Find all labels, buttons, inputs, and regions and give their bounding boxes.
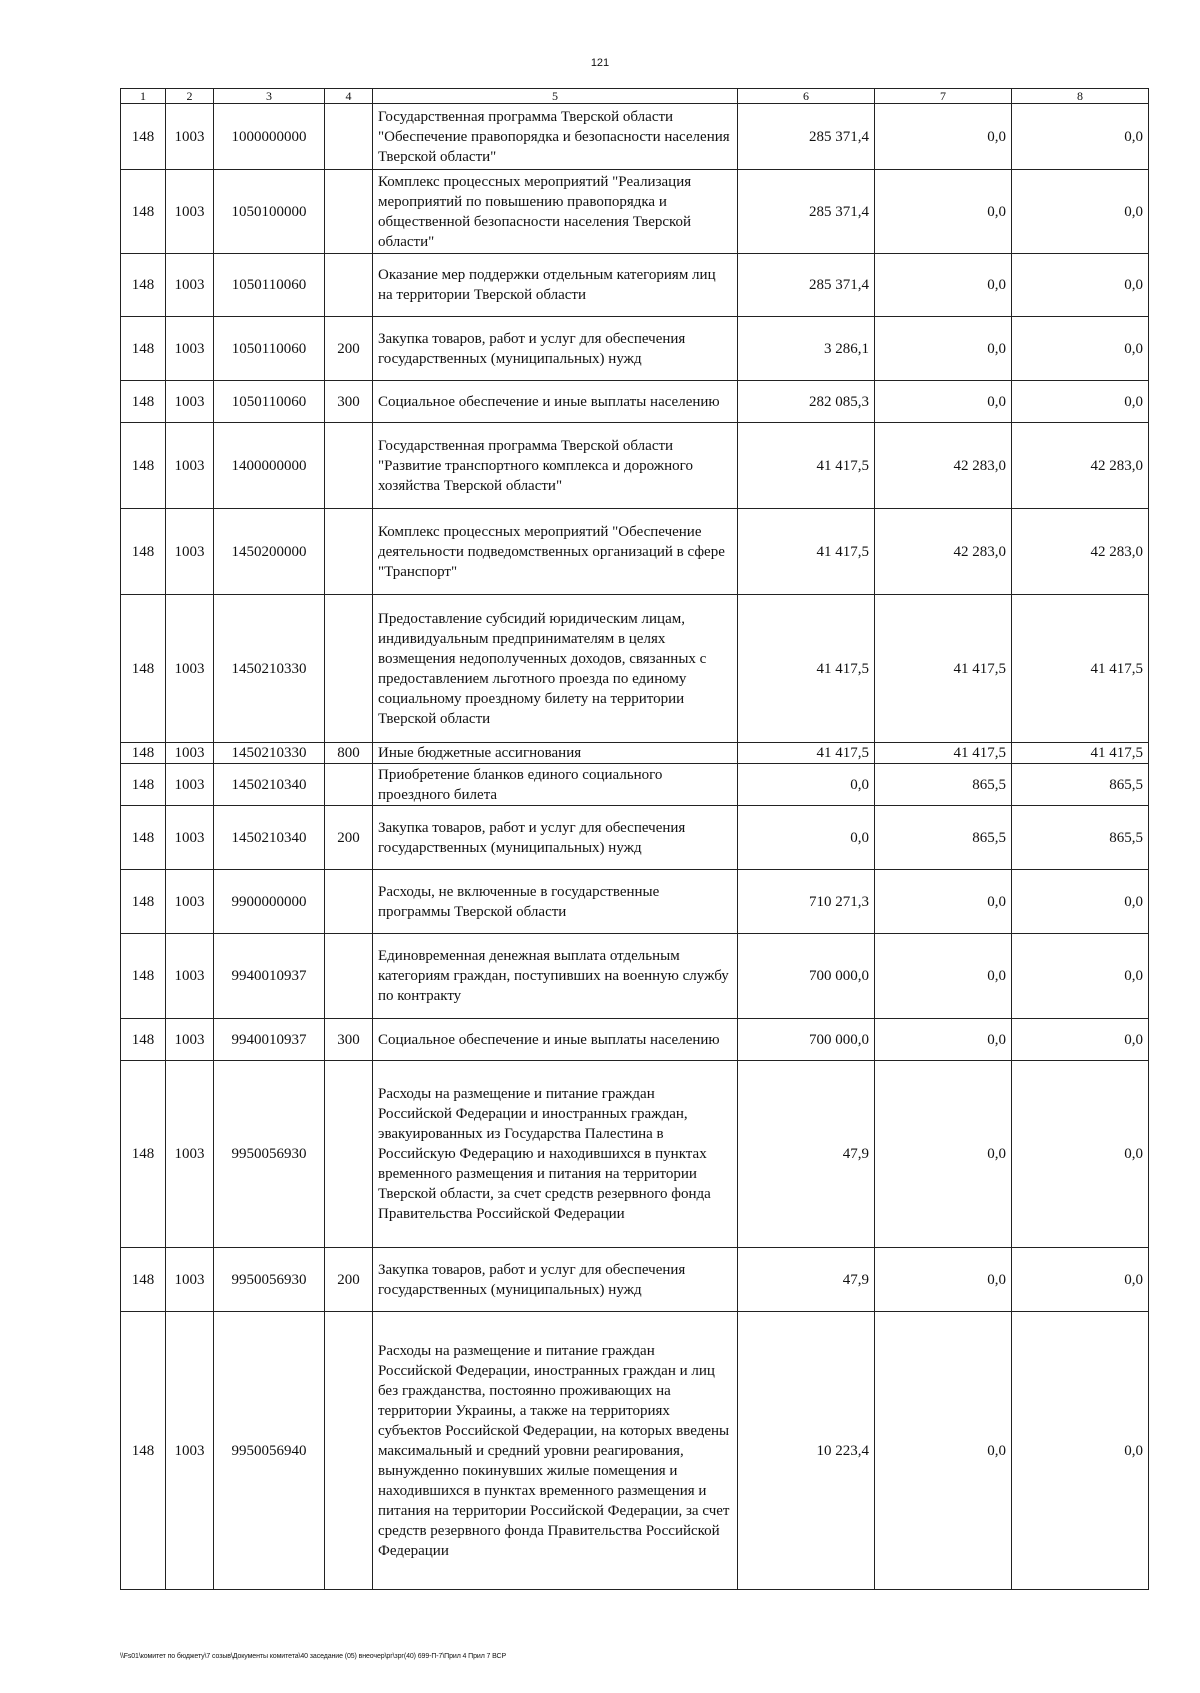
amount-col-7: 0,0 <box>875 1248 1012 1312</box>
section-code: 1003 <box>166 1061 214 1248</box>
amount-col-7: 0,0 <box>875 104 1012 170</box>
expense-type-code: 800 <box>325 743 373 764</box>
target-article-code: 1050110060 <box>214 381 325 423</box>
section-code: 1003 <box>166 381 214 423</box>
section-code: 1003 <box>166 1019 214 1061</box>
section-code: 1003 <box>166 170 214 254</box>
amount-col-8: 0,0 <box>1012 317 1149 381</box>
item-description: Приобретение бланков единого социального проездного билета <box>373 764 738 806</box>
item-description: Государственная программа Тверской области "Обеспечение правопорядка и безопасности населения Тверской области" <box>373 104 738 170</box>
item-description: Расходы, не включенные в государственные программы Тверской области <box>373 870 738 934</box>
table-row <box>121 1019 1149 1061</box>
table-row <box>121 934 1149 1019</box>
section-code: 1003 <box>166 509 214 595</box>
table-row <box>121 104 1149 170</box>
section-code: 1003 <box>166 104 214 170</box>
ministry-code: 148 <box>121 806 166 870</box>
amount-col-7: 0,0 <box>875 934 1012 1019</box>
col-header-1: 1 <box>121 89 166 104</box>
expense-type-code <box>325 595 373 743</box>
col-header-6: 6 <box>738 89 875 104</box>
amount-col-7: 0,0 <box>875 1061 1012 1248</box>
section-code: 1003 <box>166 870 214 934</box>
ministry-code: 148 <box>121 934 166 1019</box>
ministry-code: 148 <box>121 509 166 595</box>
col-header-4: 4 <box>325 89 373 104</box>
amount-col-8: 41 417,5 <box>1012 743 1149 764</box>
expense-type-code <box>325 764 373 806</box>
amount-col-7: 42 283,0 <box>875 423 1012 509</box>
table-row <box>121 423 1149 509</box>
item-description: Предоставление субсидий юридическим лицам, индивидуальным предпринимателям в целях возмещения недополученных доходов, связанных с предоставлением льготного проезда по единому социальному проездному билету на территории Тверской области <box>373 595 738 743</box>
item-description: Закупка товаров, работ и услуг для обеспечения государственных (муниципальных) нужд <box>373 1248 738 1312</box>
expense-type-code: 200 <box>325 806 373 870</box>
ministry-code: 148 <box>121 317 166 381</box>
expense-type-code <box>325 870 373 934</box>
col-header-8: 8 <box>1012 89 1149 104</box>
amount-col-6: 0,0 <box>738 764 875 806</box>
amount-col-6: 41 417,5 <box>738 509 875 595</box>
amount-col-7: 0,0 <box>875 870 1012 934</box>
ministry-code: 148 <box>121 104 166 170</box>
item-description: Комплекс процессных мероприятий "Реализация мероприятий по повышению правопорядка и общественной безопасности населения Тверской области" <box>373 170 738 254</box>
ministry-code: 148 <box>121 870 166 934</box>
section-code: 1003 <box>166 764 214 806</box>
amount-col-6: 700 000,0 <box>738 1019 875 1061</box>
target-article-code: 1000000000 <box>214 104 325 170</box>
ministry-code: 148 <box>121 254 166 317</box>
amount-col-8: 0,0 <box>1012 1019 1149 1061</box>
amount-col-8: 0,0 <box>1012 870 1149 934</box>
amount-col-6: 710 271,3 <box>738 870 875 934</box>
col-header-3: 3 <box>214 89 325 104</box>
section-code: 1003 <box>166 1248 214 1312</box>
section-code: 1003 <box>166 934 214 1019</box>
table-row <box>121 509 1149 595</box>
amount-col-8: 0,0 <box>1012 934 1149 1019</box>
col-header-7: 7 <box>875 89 1012 104</box>
section-code: 1003 <box>166 254 214 317</box>
amount-col-8: 42 283,0 <box>1012 423 1149 509</box>
expense-type-code <box>325 1312 373 1590</box>
table-row <box>121 595 1149 743</box>
section-code: 1003 <box>166 317 214 381</box>
ministry-code: 148 <box>121 423 166 509</box>
amount-col-8: 865,5 <box>1012 764 1149 806</box>
item-description: Социальное обеспечение и иные выплаты населению <box>373 1019 738 1061</box>
item-description: Расходы на размещение и питание граждан Российской Федерации и иностранных граждан, эвакуированных из Государства Палестина в Российскую Федерацию и находившихся в пунктах временного размещения и питания на территории Тверской области, за счет средств резервного фонда Правительства Российской Федерации <box>373 1061 738 1248</box>
expense-type-code: 300 <box>325 381 373 423</box>
table-row <box>121 254 1149 317</box>
item-description: Оказание мер поддержки отдельным категориям лиц на территории Тверской области <box>373 254 738 317</box>
amount-col-7: 0,0 <box>875 254 1012 317</box>
amount-col-8: 0,0 <box>1012 1061 1149 1248</box>
expense-type-code <box>325 934 373 1019</box>
table-row <box>121 743 1149 764</box>
table-row <box>121 1312 1149 1590</box>
amount-col-8: 41 417,5 <box>1012 595 1149 743</box>
page-number: 121 <box>590 57 610 69</box>
expense-type-code <box>325 1061 373 1248</box>
amount-col-8: 0,0 <box>1012 104 1149 170</box>
amount-col-7: 41 417,5 <box>875 595 1012 743</box>
amount-col-8: 0,0 <box>1012 1312 1149 1590</box>
expense-type-code <box>325 254 373 317</box>
ministry-code: 148 <box>121 1248 166 1312</box>
amount-col-7: 865,5 <box>875 806 1012 870</box>
amount-col-6: 47,9 <box>738 1248 875 1312</box>
target-article-code: 9940010937 <box>214 1019 325 1061</box>
amount-col-6: 41 417,5 <box>738 595 875 743</box>
amount-col-7: 0,0 <box>875 1019 1012 1061</box>
amount-col-7: 42 283,0 <box>875 509 1012 595</box>
target-article-code: 1400000000 <box>214 423 325 509</box>
amount-col-6: 41 417,5 <box>738 423 875 509</box>
amount-col-6: 285 371,4 <box>738 170 875 254</box>
table-body <box>121 104 1149 1590</box>
amount-col-6: 10 223,4 <box>738 1312 875 1590</box>
amount-col-7: 0,0 <box>875 1312 1012 1590</box>
amount-col-6: 47,9 <box>738 1061 875 1248</box>
table-row <box>121 870 1149 934</box>
amount-col-8: 0,0 <box>1012 170 1149 254</box>
table-row <box>121 381 1149 423</box>
table-header <box>121 89 1149 104</box>
item-description: Закупка товаров, работ и услуг для обеспечения государственных (муниципальных) нужд <box>373 806 738 870</box>
target-article-code: 9940010937 <box>214 934 325 1019</box>
amount-col-7: 0,0 <box>875 317 1012 381</box>
item-description: Государственная программа Тверской области "Развитие транспортного комплекса и дорожного хозяйства Тверской области" <box>373 423 738 509</box>
col-header-5: 5 <box>373 89 738 104</box>
item-description: Комплекс процессных мероприятий "Обеспечение деятельности подведомственных организаций в сфере "Транспорт" <box>373 509 738 595</box>
target-article-code: 1050100000 <box>214 170 325 254</box>
amount-col-6: 285 371,4 <box>738 104 875 170</box>
ministry-code: 148 <box>121 743 166 764</box>
amount-col-6: 3 286,1 <box>738 317 875 381</box>
amount-col-6: 285 371,4 <box>738 254 875 317</box>
amount-col-7: 0,0 <box>875 170 1012 254</box>
ministry-code: 148 <box>121 381 166 423</box>
item-description: Социальное обеспечение и иные выплаты населению <box>373 381 738 423</box>
table-row <box>121 806 1149 870</box>
table-row <box>121 170 1149 254</box>
expense-type-code: 200 <box>325 1248 373 1312</box>
target-article-code: 1450210330 <box>214 743 325 764</box>
amount-col-6: 700 000,0 <box>738 934 875 1019</box>
section-code: 1003 <box>166 423 214 509</box>
amount-col-6: 0,0 <box>738 806 875 870</box>
budget-table <box>120 88 1149 1590</box>
document-file-path: \\Fs01\комитет по бюджету\7 созыв\Документы комитета\40 заседание (05) внеочер\рг\зрг(40) 699-П-7\Прил 4 Прил 7 ВСР <box>120 1653 507 1660</box>
ministry-code: 148 <box>121 1019 166 1061</box>
item-description: Единовременная денежная выплата отдельным категориям граждан, поступивших на военную службу по контракту <box>373 934 738 1019</box>
target-article-code: 1450200000 <box>214 509 325 595</box>
amount-col-7: 41 417,5 <box>875 743 1012 764</box>
ministry-code: 148 <box>121 764 166 806</box>
target-article-code: 9950056930 <box>214 1061 325 1248</box>
target-article-code: 1050110060 <box>214 317 325 381</box>
expense-type-code <box>325 509 373 595</box>
section-code: 1003 <box>166 595 214 743</box>
amount-col-7: 0,0 <box>875 381 1012 423</box>
expense-type-code <box>325 170 373 254</box>
amount-col-8: 865,5 <box>1012 806 1149 870</box>
section-code: 1003 <box>166 743 214 764</box>
amount-col-8: 0,0 <box>1012 254 1149 317</box>
expense-type-code: 300 <box>325 1019 373 1061</box>
target-article-code: 1050110060 <box>214 254 325 317</box>
target-article-code: 9950056940 <box>214 1312 325 1590</box>
expense-type-code <box>325 104 373 170</box>
amount-col-7: 865,5 <box>875 764 1012 806</box>
item-description: Закупка товаров, работ и услуг для обеспечения государственных (муниципальных) нужд <box>373 317 738 381</box>
target-article-code: 9950056930 <box>214 1248 325 1312</box>
table-row <box>121 764 1149 806</box>
target-article-code: 1450210340 <box>214 764 325 806</box>
col-header-2: 2 <box>166 89 214 104</box>
expense-type-code <box>325 423 373 509</box>
section-code: 1003 <box>166 1312 214 1590</box>
amount-col-6: 282 085,3 <box>738 381 875 423</box>
table-row <box>121 317 1149 381</box>
target-article-code: 1450210330 <box>214 595 325 743</box>
table-row <box>121 1248 1149 1312</box>
item-description: Иные бюджетные ассигнования <box>373 743 738 764</box>
amount-col-8: 0,0 <box>1012 1248 1149 1312</box>
amount-col-6: 41 417,5 <box>738 743 875 764</box>
table-row <box>121 1061 1149 1248</box>
ministry-code: 148 <box>121 1312 166 1590</box>
section-code: 1003 <box>166 806 214 870</box>
expense-type-code: 200 <box>325 317 373 381</box>
ministry-code: 148 <box>121 1061 166 1248</box>
column-number-row <box>121 89 1149 104</box>
amount-col-8: 42 283,0 <box>1012 509 1149 595</box>
ministry-code: 148 <box>121 170 166 254</box>
target-article-code: 1450210340 <box>214 806 325 870</box>
item-description: Расходы на размещение и питание граждан Российской Федерации, иностранных граждан и лиц без гражданства, постоянно проживающих на территории Украины, а также на территориях субъектов Российской Федерации, на которых введены максимальный и средний уровни реагирования, вынужденно покинувших жилые помещения и находившихся в пунктах временного размещения и питания на территории Российской Федерации, за счет средств резервного фонда Правительства Российской Федерации <box>373 1312 738 1590</box>
target-article-code: 9900000000 <box>214 870 325 934</box>
amount-col-8: 0,0 <box>1012 381 1149 423</box>
ministry-code: 148 <box>121 595 166 743</box>
